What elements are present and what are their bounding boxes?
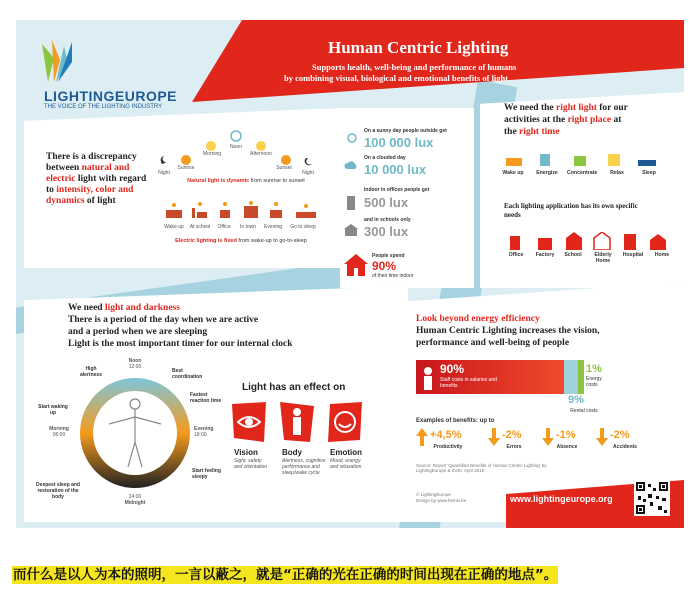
darkness-title — [68, 302, 398, 350]
lux-label-office: Indoor in offices people get — [364, 187, 430, 193]
clock-evening-time: 18:00 — [194, 432, 207, 438]
effect-vision-name: Vision — [234, 448, 258, 457]
header-title: Human Centric Lighting — [328, 38, 509, 57]
lux-value-office: 500 lux — [364, 195, 409, 210]
energy-l3: performance and well-being of people — [416, 338, 570, 348]
sun-label-noon: Noon — [230, 144, 242, 150]
effect-emotion-desc: Mood, energy and relaxation — [330, 458, 362, 470]
lux-label-cloudy: On a clouded day — [364, 155, 406, 161]
clock-midnight-time: 24:00 — [128, 494, 142, 500]
brand-name: LIGHTINGEUROPE — [44, 88, 178, 104]
clock-morning-label: Morning — [49, 426, 69, 432]
rl-l1a: We need the — [504, 103, 556, 113]
benefits-title: Examples of benefits: up to — [416, 418, 495, 424]
energy-design: Design by www.hemix.be — [416, 498, 467, 503]
site-url[interactable]: www.lightingeurope.org — [510, 494, 613, 504]
qr-code-icon[interactable] — [634, 480, 670, 516]
effect-title: Light has an effect on — [242, 382, 346, 393]
place-home: Home — [654, 252, 670, 258]
infographic — [16, 20, 684, 528]
benefit-absence-value: -1% — [556, 429, 576, 441]
arrow-up-icon — [416, 428, 428, 446]
indoor-suffix: of their time indoor — [372, 273, 414, 279]
emotion-icon — [328, 402, 362, 442]
cloud-icon — [344, 160, 358, 170]
staff-value: 90% — [440, 362, 465, 376]
clock-morning-time: 06:00 — [52, 432, 66, 438]
activity-concentrate: Concentrate — [567, 170, 598, 176]
natural-caption-red: Natural light is dynamic — [187, 178, 250, 184]
place-hospital: Hospital — [622, 252, 644, 258]
body-icon — [280, 402, 314, 442]
caption: 而什么是以人为本的照明，一言以蔽之，就是“正确的光在正确的时间出现在正确的地点”。 — [13, 567, 558, 583]
lux-label-sunny: On a sunny day people outside get — [364, 128, 447, 134]
discrepancy-mid: light with regard to — [46, 174, 147, 195]
clock-alertness: High alertness — [80, 366, 102, 378]
discrepancy-intro: There is a discrepancy between — [46, 152, 137, 173]
rental-value: 9% — [568, 394, 584, 406]
staff-label: Staff costs in salaries and benefits — [440, 377, 497, 389]
effect-emotion-name: Emotion — [330, 448, 362, 457]
energy-label: Energy costs — [586, 376, 602, 388]
lux-value-school: 300 lux — [364, 224, 409, 239]
natural-caption — [166, 178, 326, 184]
rooms-icon — [164, 200, 324, 222]
room-label-sleep: Go to sleep — [290, 224, 316, 230]
energy-l2: Human Centric Lighting increases the vision, — [416, 326, 600, 336]
effect-body-name: Body — [282, 448, 302, 457]
clock-reaction: Fastest reaction time — [190, 392, 222, 404]
lux-label-school: and in schools only — [364, 217, 411, 223]
electric-caption-red: Electric lighting is fixed — [175, 238, 237, 244]
sun-label-sunrise: Sunrise — [177, 165, 195, 171]
rl-l2a: activities at the — [504, 115, 568, 125]
eye-icon — [232, 402, 266, 442]
rl-l3b: right time — [519, 127, 560, 137]
rl-l2c: at — [611, 115, 622, 125]
sun-label-night-1: Night — [158, 170, 170, 176]
sun-label-morning: Morning — [202, 151, 222, 157]
darkness-l4: Light is the most important timer for our internal clock — [68, 339, 293, 349]
benefit-accidents-label: Accidents — [613, 444, 637, 450]
effect-body-desc: Alertness, cognitive performance and sleep/wake cycle — [282, 458, 326, 476]
header-banner — [192, 20, 684, 102]
clock-sleepy: Start feeling sleepy — [192, 468, 221, 480]
place-factory: Factory — [535, 252, 555, 258]
darkness-title-b: light and darkness — [104, 303, 180, 313]
sun-label-sunset: Sunset — [276, 165, 292, 171]
benefit-accidents-value: -2% — [610, 429, 630, 441]
rl-l1b: right light — [555, 103, 597, 113]
rl-l1c: for our — [596, 103, 628, 113]
discrepancy-red2: intensity, color and dynamics — [46, 185, 134, 206]
darkness-l2: There is a period of the day when we are active — [68, 315, 259, 325]
sun-icon — [346, 132, 358, 144]
energy-title: Look beyond energy efficiency — [416, 314, 540, 324]
energy-value: 1% — [586, 363, 602, 375]
specific-needs: Each lighting application has its own specific needs — [504, 202, 638, 219]
place-office: Office — [508, 252, 524, 258]
discrepancy-red1: natural and electric — [46, 163, 130, 184]
clock-noon — [120, 358, 150, 370]
right-light-title — [504, 102, 674, 138]
room-label-office: Office — [217, 224, 231, 230]
electric-caption-rest: from wake-up to go-to-sleep — [236, 238, 307, 244]
rental-label: Rental costs — [570, 408, 598, 414]
place-school: School — [564, 252, 582, 258]
electric-caption — [156, 238, 326, 244]
benefit-absence-label: Absence — [556, 444, 578, 450]
clock-coordination: Best coordination — [172, 368, 203, 380]
clock-evening — [194, 426, 224, 438]
activity-relax: Relax — [610, 170, 624, 176]
clock-deepest: Deepest sleep and restoration of the body — [36, 482, 80, 500]
circadian-clock-icon — [74, 372, 196, 494]
clock-midnight — [120, 494, 150, 506]
brand-tagline: THE VOICE OF THE LIGHTING INDUSTRY — [44, 104, 163, 110]
natural-caption-rest: from sunrise to sunset — [249, 178, 305, 184]
sun-label-afternoon: Afternoon — [250, 151, 272, 157]
header-subtitle-2: by combining visual, biological and emotional benefits of light — [284, 73, 509, 83]
clock-noon-time: 12:00 — [128, 364, 142, 370]
building-icon — [346, 196, 356, 210]
school-icon — [344, 224, 358, 236]
room-label-town: In town — [239, 224, 257, 230]
indoor-value: 90% — [372, 259, 397, 273]
darkness-l3: and a period when we are sleeping — [68, 327, 208, 337]
benefit-errors-label: Errors — [506, 444, 522, 450]
effect-vision-desc: Sight, safety and orientation — [234, 458, 268, 470]
lux-value-sunny: 100 000 lux — [364, 135, 434, 150]
room-label-wakeup: Wake-up — [164, 224, 184, 230]
benefit-errors-value: -2% — [502, 429, 522, 441]
activity-wakeup: Wake up — [502, 170, 524, 176]
energy-copyright: © LightingEurope — [416, 492, 451, 497]
indoor-label: People spend — [372, 253, 405, 259]
discrepancy-end: of light — [84, 196, 116, 206]
room-label-school: At school — [189, 224, 211, 230]
darkness-title-a: We need — [68, 303, 105, 313]
lightingeurope-logo-icon — [38, 38, 76, 86]
rl-l3a: the — [504, 127, 520, 137]
rl-l2b: right place — [567, 115, 612, 125]
arrow-down-icon — [596, 428, 608, 446]
benefit-productivity-value: +4,5% — [430, 429, 462, 441]
sun-label-night-2: Night — [302, 170, 314, 176]
clock-waking: Start waking up — [38, 404, 68, 416]
activity-sleep: Sleep — [642, 170, 656, 176]
discrepancy-text — [46, 152, 156, 207]
benefit-productivity-label: Productivity — [433, 444, 463, 450]
places-icon — [508, 232, 678, 250]
room-label-evening: Evening — [263, 224, 283, 230]
arrow-down-icon — [488, 428, 500, 446]
activities-icon — [504, 150, 674, 168]
lux-value-cloudy: 10 000 lux — [364, 162, 427, 177]
activity-energize: Energize — [536, 170, 558, 176]
clock-evening-label: Evening — [194, 426, 214, 432]
header-subtitle-1: Supports health, well-being and performance of humans — [312, 62, 517, 72]
clock-morning — [44, 426, 74, 438]
clock-midnight-label: Midnight — [124, 500, 146, 506]
energy-source: Source: Report 'Quantified Benefits of Human Centric Lighting' by LightingEurope & ZVEI, April 2015 — [416, 463, 547, 473]
place-elderly: Elderly Home — [594, 252, 612, 264]
clock-noon-label: Noon — [128, 358, 142, 364]
house-icon — [344, 254, 368, 276]
